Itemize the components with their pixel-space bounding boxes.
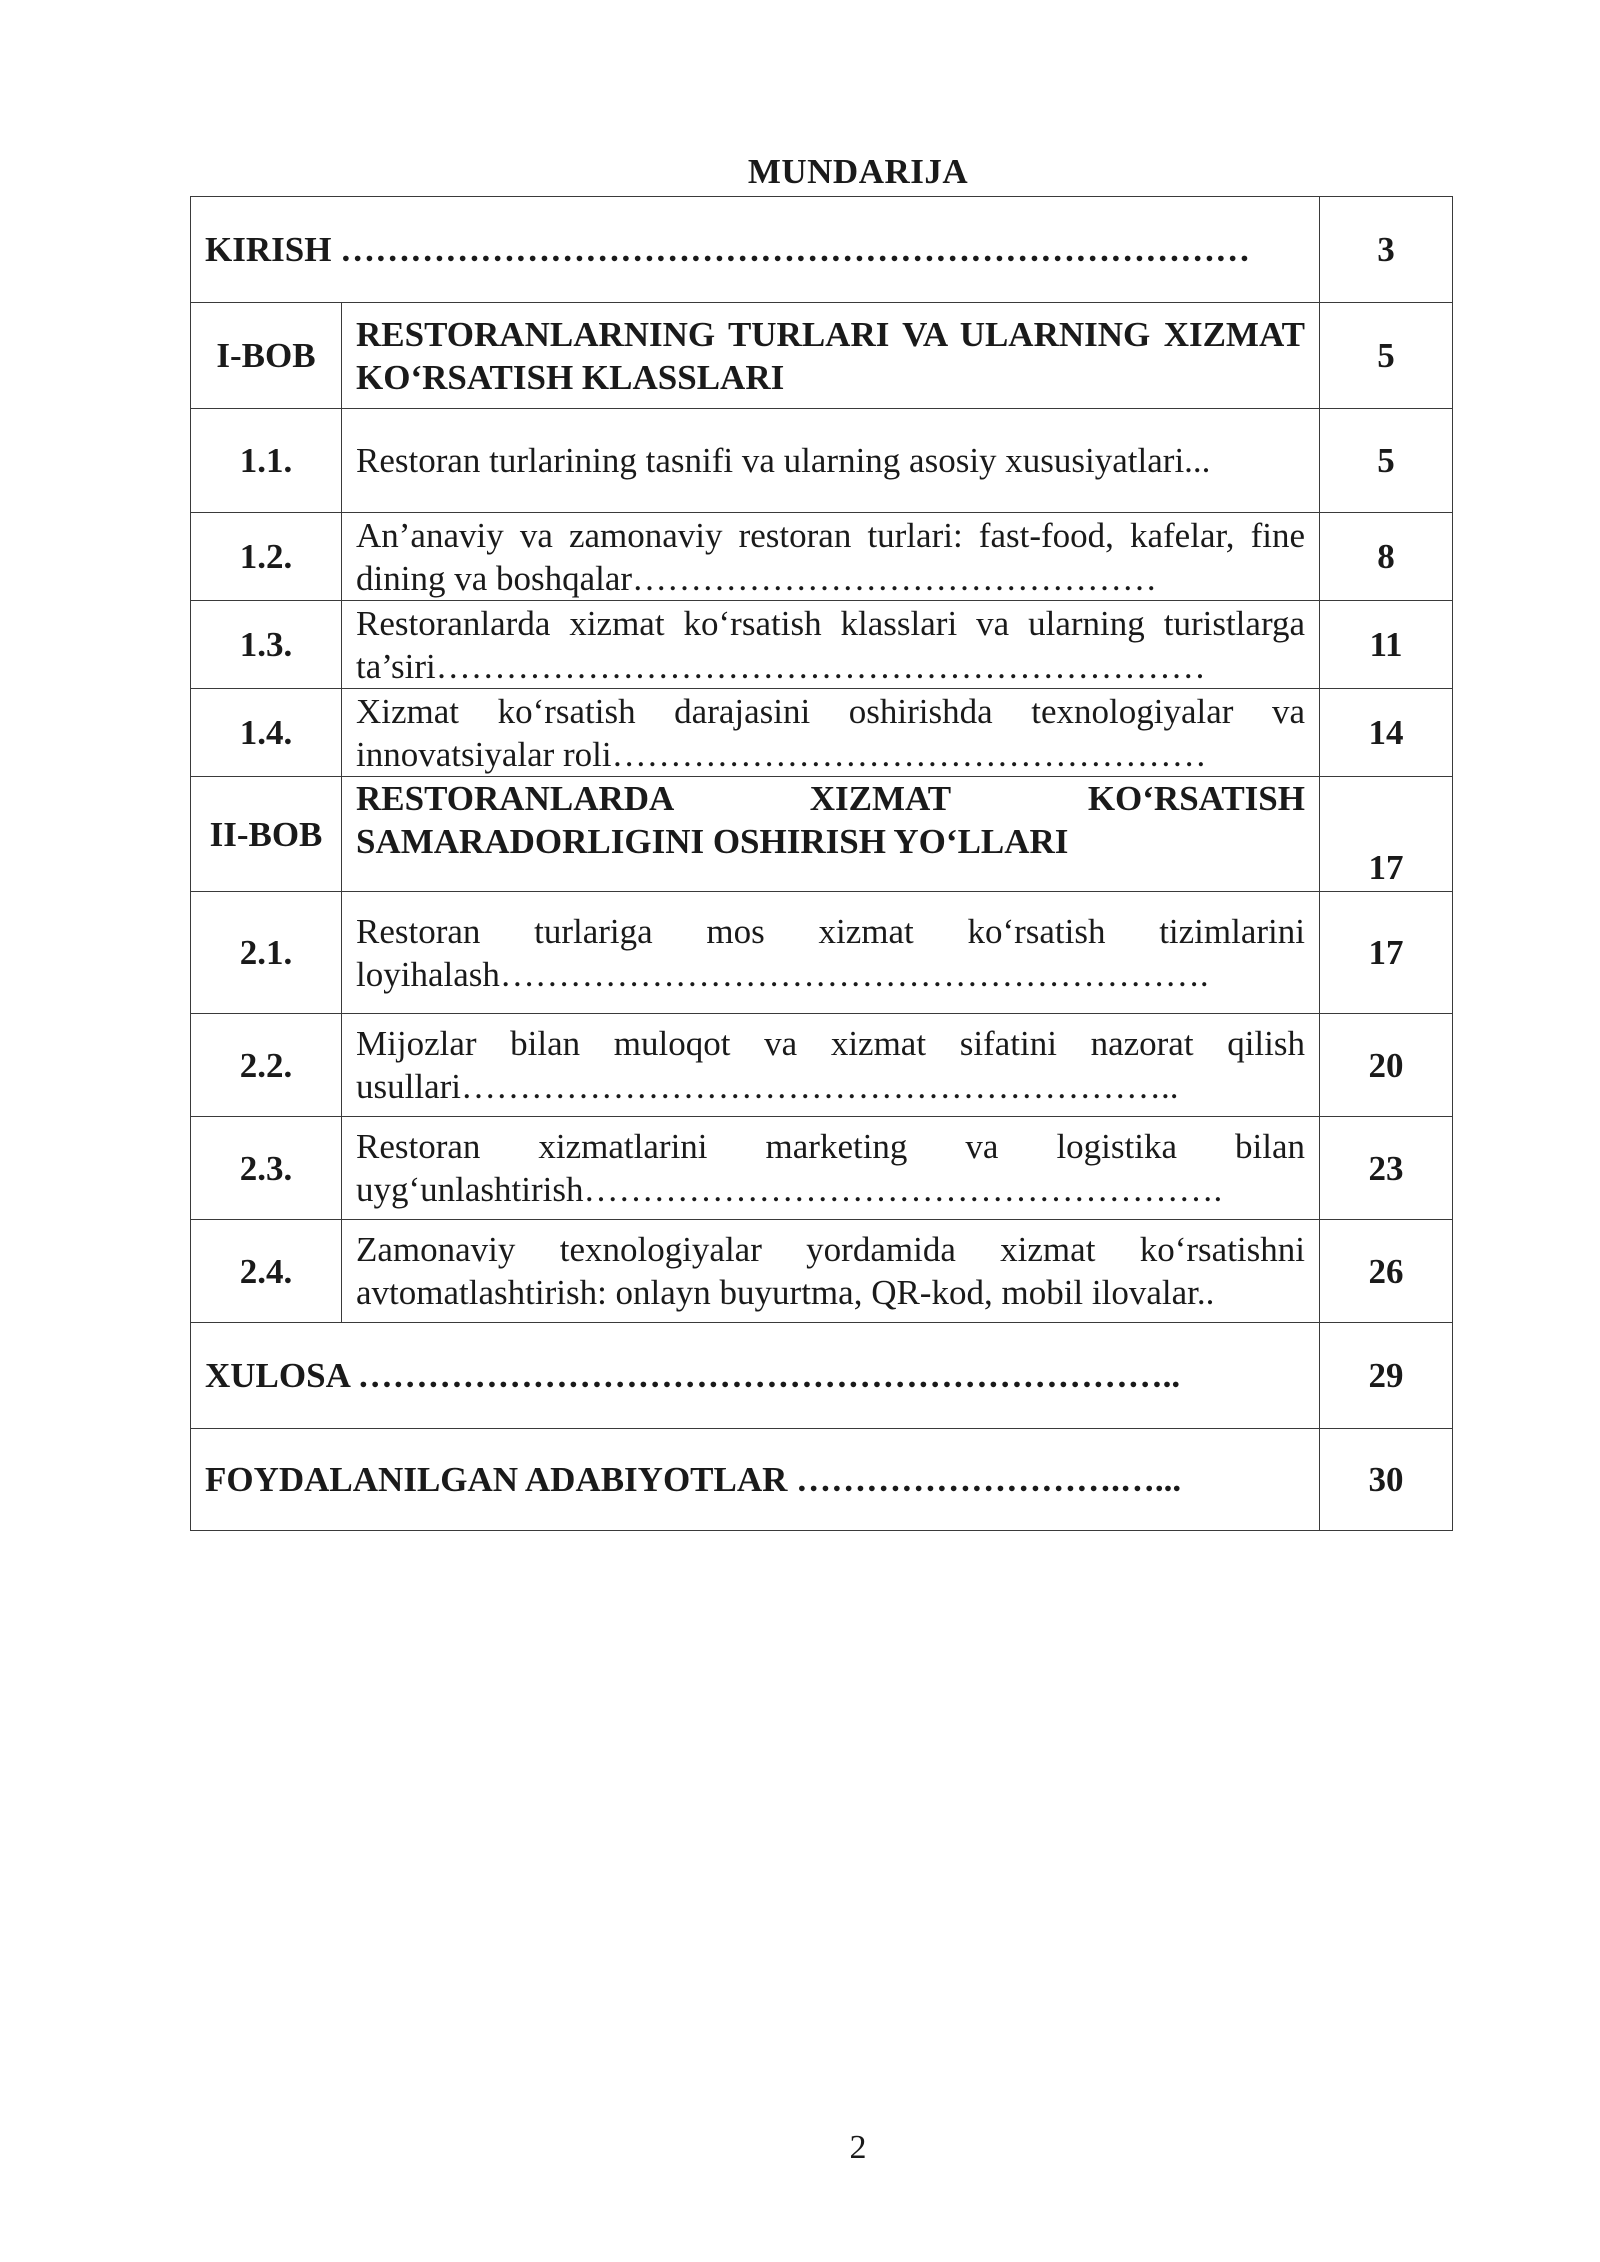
page-title: MUNDARIJA	[747, 152, 969, 191]
toc-section-number: 1.3.	[191, 601, 342, 689]
toc-section-number: 1.2.	[191, 513, 342, 601]
toc-row-conclusion	[191, 1323, 1453, 1429]
toc-section-page: 11	[1320, 601, 1453, 689]
toc-references-title: FOYDALANILGAN ADABIYOTLAR ……………………….…...	[191, 1429, 1320, 1531]
page-number: 2	[849, 2129, 867, 2166]
table-of-contents	[190, 196, 1453, 1531]
toc-section-title: Restoran turlariga mos xizmat ko‘rsatish tizimlarini loyihalash…………………………………………………….	[342, 892, 1320, 1014]
toc-chapter-1-page: 5	[1320, 303, 1453, 409]
toc-row-section	[191, 601, 1453, 689]
toc-row-section	[191, 1220, 1453, 1323]
toc-section-title: Restoran turlarining tasnifi va ularning asosiy xususiyatlari...	[342, 409, 1320, 513]
toc-section-title: An’anaviy va zamonaviy restoran turlari: fast-food, kafelar, fine dining va boshqalar………………………………………	[342, 513, 1320, 601]
toc-section-title: Mijozlar bilan muloqot va xizmat sifatini nazorat qilish usullari……………………………………………………..	[342, 1014, 1320, 1117]
toc-row-references	[191, 1429, 1453, 1531]
toc-section-page: 26	[1320, 1220, 1453, 1323]
toc-section-title: Restoranlarda xizmat ko‘rsatish klasslari va ularning turistlarga ta’siri…………………………………………………………	[342, 601, 1320, 689]
toc-row-section	[191, 1014, 1453, 1117]
toc-section-number: 1.1.	[191, 409, 342, 513]
toc-section-number: 2.3.	[191, 1117, 342, 1220]
toc-row-section	[191, 1117, 1453, 1220]
toc-row-chapter-1	[191, 303, 1453, 409]
toc-conclusion-title: XULOSA ……………………………………………………………..	[191, 1323, 1320, 1429]
toc-section-page: 20	[1320, 1014, 1453, 1117]
toc-section-number: 2.1.	[191, 892, 342, 1014]
toc-references-page: 30	[1320, 1429, 1453, 1531]
toc-row-section	[191, 689, 1453, 777]
toc-section-number: 2.2.	[191, 1014, 342, 1117]
toc-row-section	[191, 513, 1453, 601]
toc-chapter-2-title: RESTORANLARDA XIZMAT KO‘RSATISH SAMARADORLIGINI OSHIRISH YO‘LLARI	[342, 777, 1320, 892]
toc-section-title: Xizmat ko‘rsatish darajasini oshirishda texnologiyalar va innovatsiyalar roli……………………………………………	[342, 689, 1320, 777]
toc-row-chapter-2	[191, 777, 1453, 892]
toc-section-title: Zamonaviy texnologiyalar yordamida xizmat ko‘rsatishni avtomatlashtirish: onlayn buyurtma, QR-kod, mobil ilovalar..	[342, 1220, 1320, 1323]
toc-section-page: 17	[1320, 892, 1453, 1014]
toc-section-page: 23	[1320, 1117, 1453, 1220]
toc-chapter-2-label: II-BOB	[191, 777, 342, 892]
toc-section-page: 14	[1320, 689, 1453, 777]
toc-intro-page: 3	[1320, 197, 1453, 303]
toc-section-page: 8	[1320, 513, 1453, 601]
toc-section-title: Restoran xizmatlarini marketing va logistika bilan uyg‘unlashtirish……………………………………………….	[342, 1117, 1320, 1220]
toc-section-page: 5	[1320, 409, 1453, 513]
toc-section-number: 2.4.	[191, 1220, 342, 1323]
toc-row-section	[191, 892, 1453, 1014]
toc-chapter-2-page: 17	[1320, 777, 1453, 892]
toc-intro-title: KIRISH ……………………………………………………………………	[191, 197, 1320, 303]
toc-chapter-1-label: I-BOB	[191, 303, 342, 409]
toc-row-section	[191, 409, 1453, 513]
toc-conclusion-page: 29	[1320, 1323, 1453, 1429]
toc-section-number: 1.4.	[191, 689, 342, 777]
toc-row-intro	[191, 197, 1453, 303]
toc-chapter-1-title: RESTORANLARNING TURLARI VA ULARNING XIZMAT KO‘RSATISH KLASSLARI	[342, 303, 1320, 409]
